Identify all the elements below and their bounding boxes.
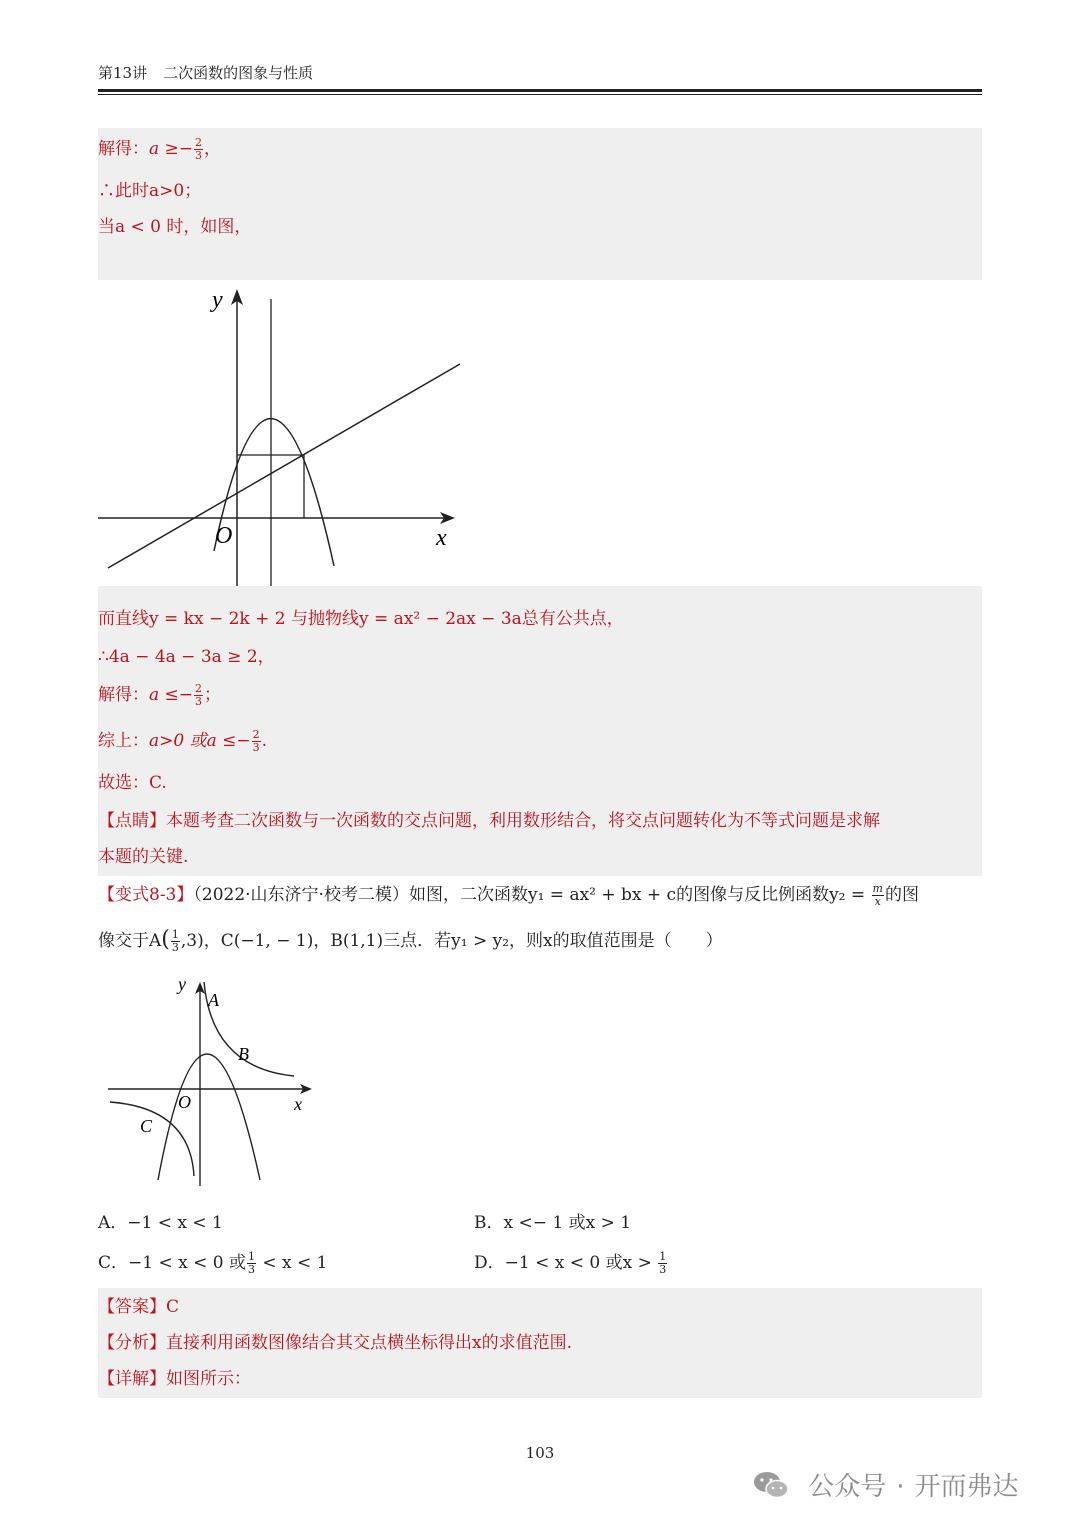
parabola	[158, 1054, 260, 1180]
solution-line-2: ∴此时a>0；	[98, 181, 202, 201]
figure-parabola-line	[98, 281, 460, 586]
problem-line-1: 【变式8-3】（2022·山东济宁·校考二模）如图，二次函数y₁ = ax² + bx + c的图像与反比例函数y₂ = $\frac{m}{x}$ 的图	[98, 882, 919, 908]
hyperbola-branch-left	[110, 1102, 194, 1176]
solution-line-7: 综上：a>0 或a ≤− $\frac{2}{3}$ .	[98, 728, 268, 754]
watermark: 公众号 · 开而弗达	[752, 1466, 1019, 1503]
wechat-icon	[752, 1470, 790, 1500]
fraction: $\frac{1}{3}$	[247, 1250, 255, 1276]
option-d[interactable]: D．−1 < x < 0 或x > $\frac{1}{3}$	[474, 1250, 667, 1276]
solution-line-6: 解得：a ≤− $\frac{2}{3}$ ；	[98, 682, 222, 708]
answer-tag: 【答案】	[98, 1297, 166, 1317]
analysis-tag: 【分析】	[98, 1333, 166, 1353]
solution-shade-top	[98, 128, 982, 280]
fraction: $\frac{2}{3}$	[195, 682, 203, 708]
detail-line: 【详解】如图所示：	[98, 1369, 251, 1389]
lecture-number: 第13讲	[98, 64, 148, 82]
x-label: x	[294, 1094, 302, 1114]
header-rule-thin	[98, 94, 982, 95]
y-label: y	[178, 974, 186, 994]
solution-line-8: 故选：C.	[98, 773, 167, 793]
point-a-label: A	[208, 990, 219, 1010]
y-label: y	[212, 287, 223, 313]
detail-tag: 【详解】	[98, 1369, 166, 1389]
option-b[interactable]: B．x <− 1 或x > 1	[474, 1213, 632, 1233]
fraction: $\frac{1}{3}$	[659, 1250, 667, 1276]
fraction: $\frac{2}{3}$	[252, 728, 260, 754]
problem-tag: 【变式8-3】	[98, 885, 194, 905]
solution-line-1: 解得：a ≥− $\frac{2}{3}$ ，	[98, 136, 222, 162]
x-label: x	[436, 525, 447, 551]
option-a[interactable]: A．−1 < x < 1	[98, 1213, 223, 1233]
problem-line-2: 像交于A( $\frac{1}{3}$ ,3)，C(−1, − 1)，B(1,1)三点．若y₁ > y₂，则x的取值范围是（ ）	[98, 927, 723, 954]
tip-line-2: 本题的关键.	[98, 847, 189, 867]
origin-label: O	[215, 523, 233, 549]
lecture-title: 二次函数的图象与性质	[163, 64, 314, 82]
solution-line-3: 当a < 0 时，如图，	[98, 217, 252, 237]
analysis-line: 【分析】直接利用函数图像结合其交点横坐标得出x的求值范围.	[98, 1333, 572, 1353]
page-number: 103	[525, 1444, 555, 1462]
tip-tag: 【点睛】	[98, 811, 166, 831]
origin-label: O	[178, 1092, 191, 1112]
answer-line: 【答案】C	[98, 1297, 180, 1317]
header-rule-thick	[98, 89, 982, 92]
fraction: $\frac{1}{3}$	[171, 928, 179, 954]
tip-line: 【点睛】本题考查二次函数与一次函数的交点问题，利用数形结合，将交点问题转化为不等式问题是求解	[98, 811, 880, 831]
option-c[interactable]: C．−1 < x < 0 或 $\frac{1}{3}$ < x < 1	[98, 1250, 328, 1276]
solution-line-4: 而直线y = kx − 2k + 2 与抛物线y = ax² − 2ax − 3a总有公共点，	[98, 609, 624, 629]
solution-line-5: ∴4a − 4a − 3a ≥ 2，	[98, 647, 275, 667]
fraction: $\frac{2}{3}$	[195, 136, 203, 162]
point-c-label: C	[140, 1116, 153, 1136]
page-header	[98, 62, 313, 83]
figure-parabola-hyperbola	[100, 968, 320, 1190]
point-b-label: B	[238, 1044, 249, 1064]
fraction: $\frac{m}{x}$	[872, 882, 883, 908]
